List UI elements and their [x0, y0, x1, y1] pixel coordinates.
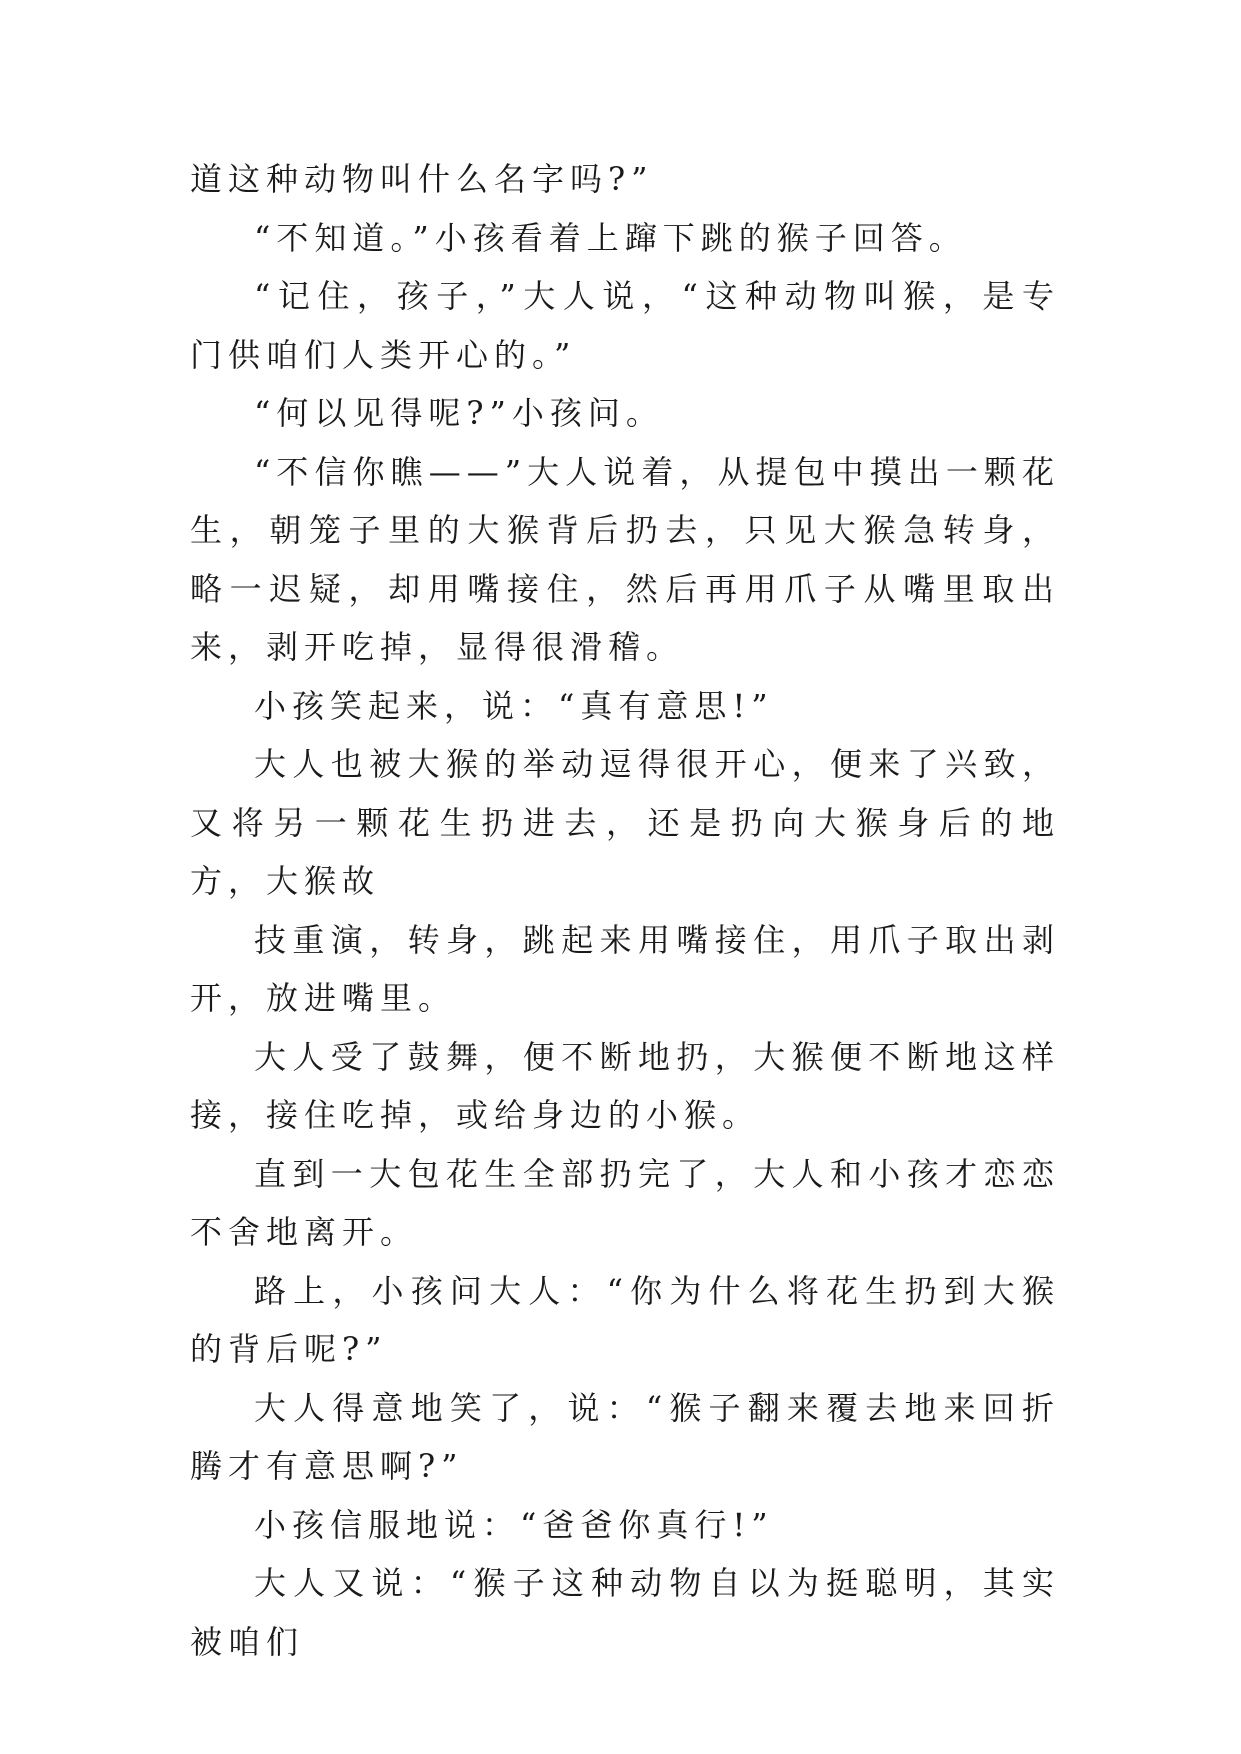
paragraph: 小孩笑起来，说：“真有意思!” [254, 686, 774, 725]
paragraph: “记住，孩子，”大人说，“这种动物叫猴，是专门供咱们人类开心的。” [190, 277, 1060, 374]
paragraph: “何以见得呢?”小孩问。 [254, 394, 664, 432]
paragraph: 道这种动物叫什么名字吗?” [190, 160, 654, 198]
paragraph: 大人得意地笑了，说：“猴子翻来覆去地来回折腾才有意思啊?” [190, 1388, 1060, 1485]
paragraph: “不信你瞧——”大人说着，从提包中摸出一颗花生，朝笼子里的大猴背后扔去，只见大猴急转身，略一迟疑，却用嘴接住，然后再用爪子从嘴里取出来，剥开吃掉，显得很滑稽。 [190, 452, 1060, 666]
paragraph: 大人又说：“猴子这种动物自以为挺聪明，其实被咱们 [190, 1564, 1060, 1661]
paragraph: 小孩信服地说：“爸爸你真行!” [254, 1505, 774, 1544]
paragraph: 直到一大包花生全部扔完了，大人和小孩才恋恋不舍地离开。 [190, 1154, 1060, 1251]
paragraph: 路上，小孩问大人：“你为什么将花生扔到大猴的背后呢?” [190, 1271, 1060, 1368]
document-body [190, 150, 1060, 1671]
paragraph: 大人受了鼓舞，便不断地扔，大猴便不断地这样接，接住吃掉，或给身边的小猴。 [190, 1037, 1060, 1134]
paragraph: “不知道。”小孩看着上蹿下跳的猴子回答。 [254, 218, 967, 257]
paragraph: 大人也被大猴的举动逗得很开心，便来了兴致，又将另一颗花生扔进去，还是扔向大猴身后的地方，大猴故 [190, 745, 1060, 900]
paragraph: 技重演，转身，跳起来用嘴接住，用爪子取出剥开，放进嘴里。 [190, 920, 1060, 1017]
